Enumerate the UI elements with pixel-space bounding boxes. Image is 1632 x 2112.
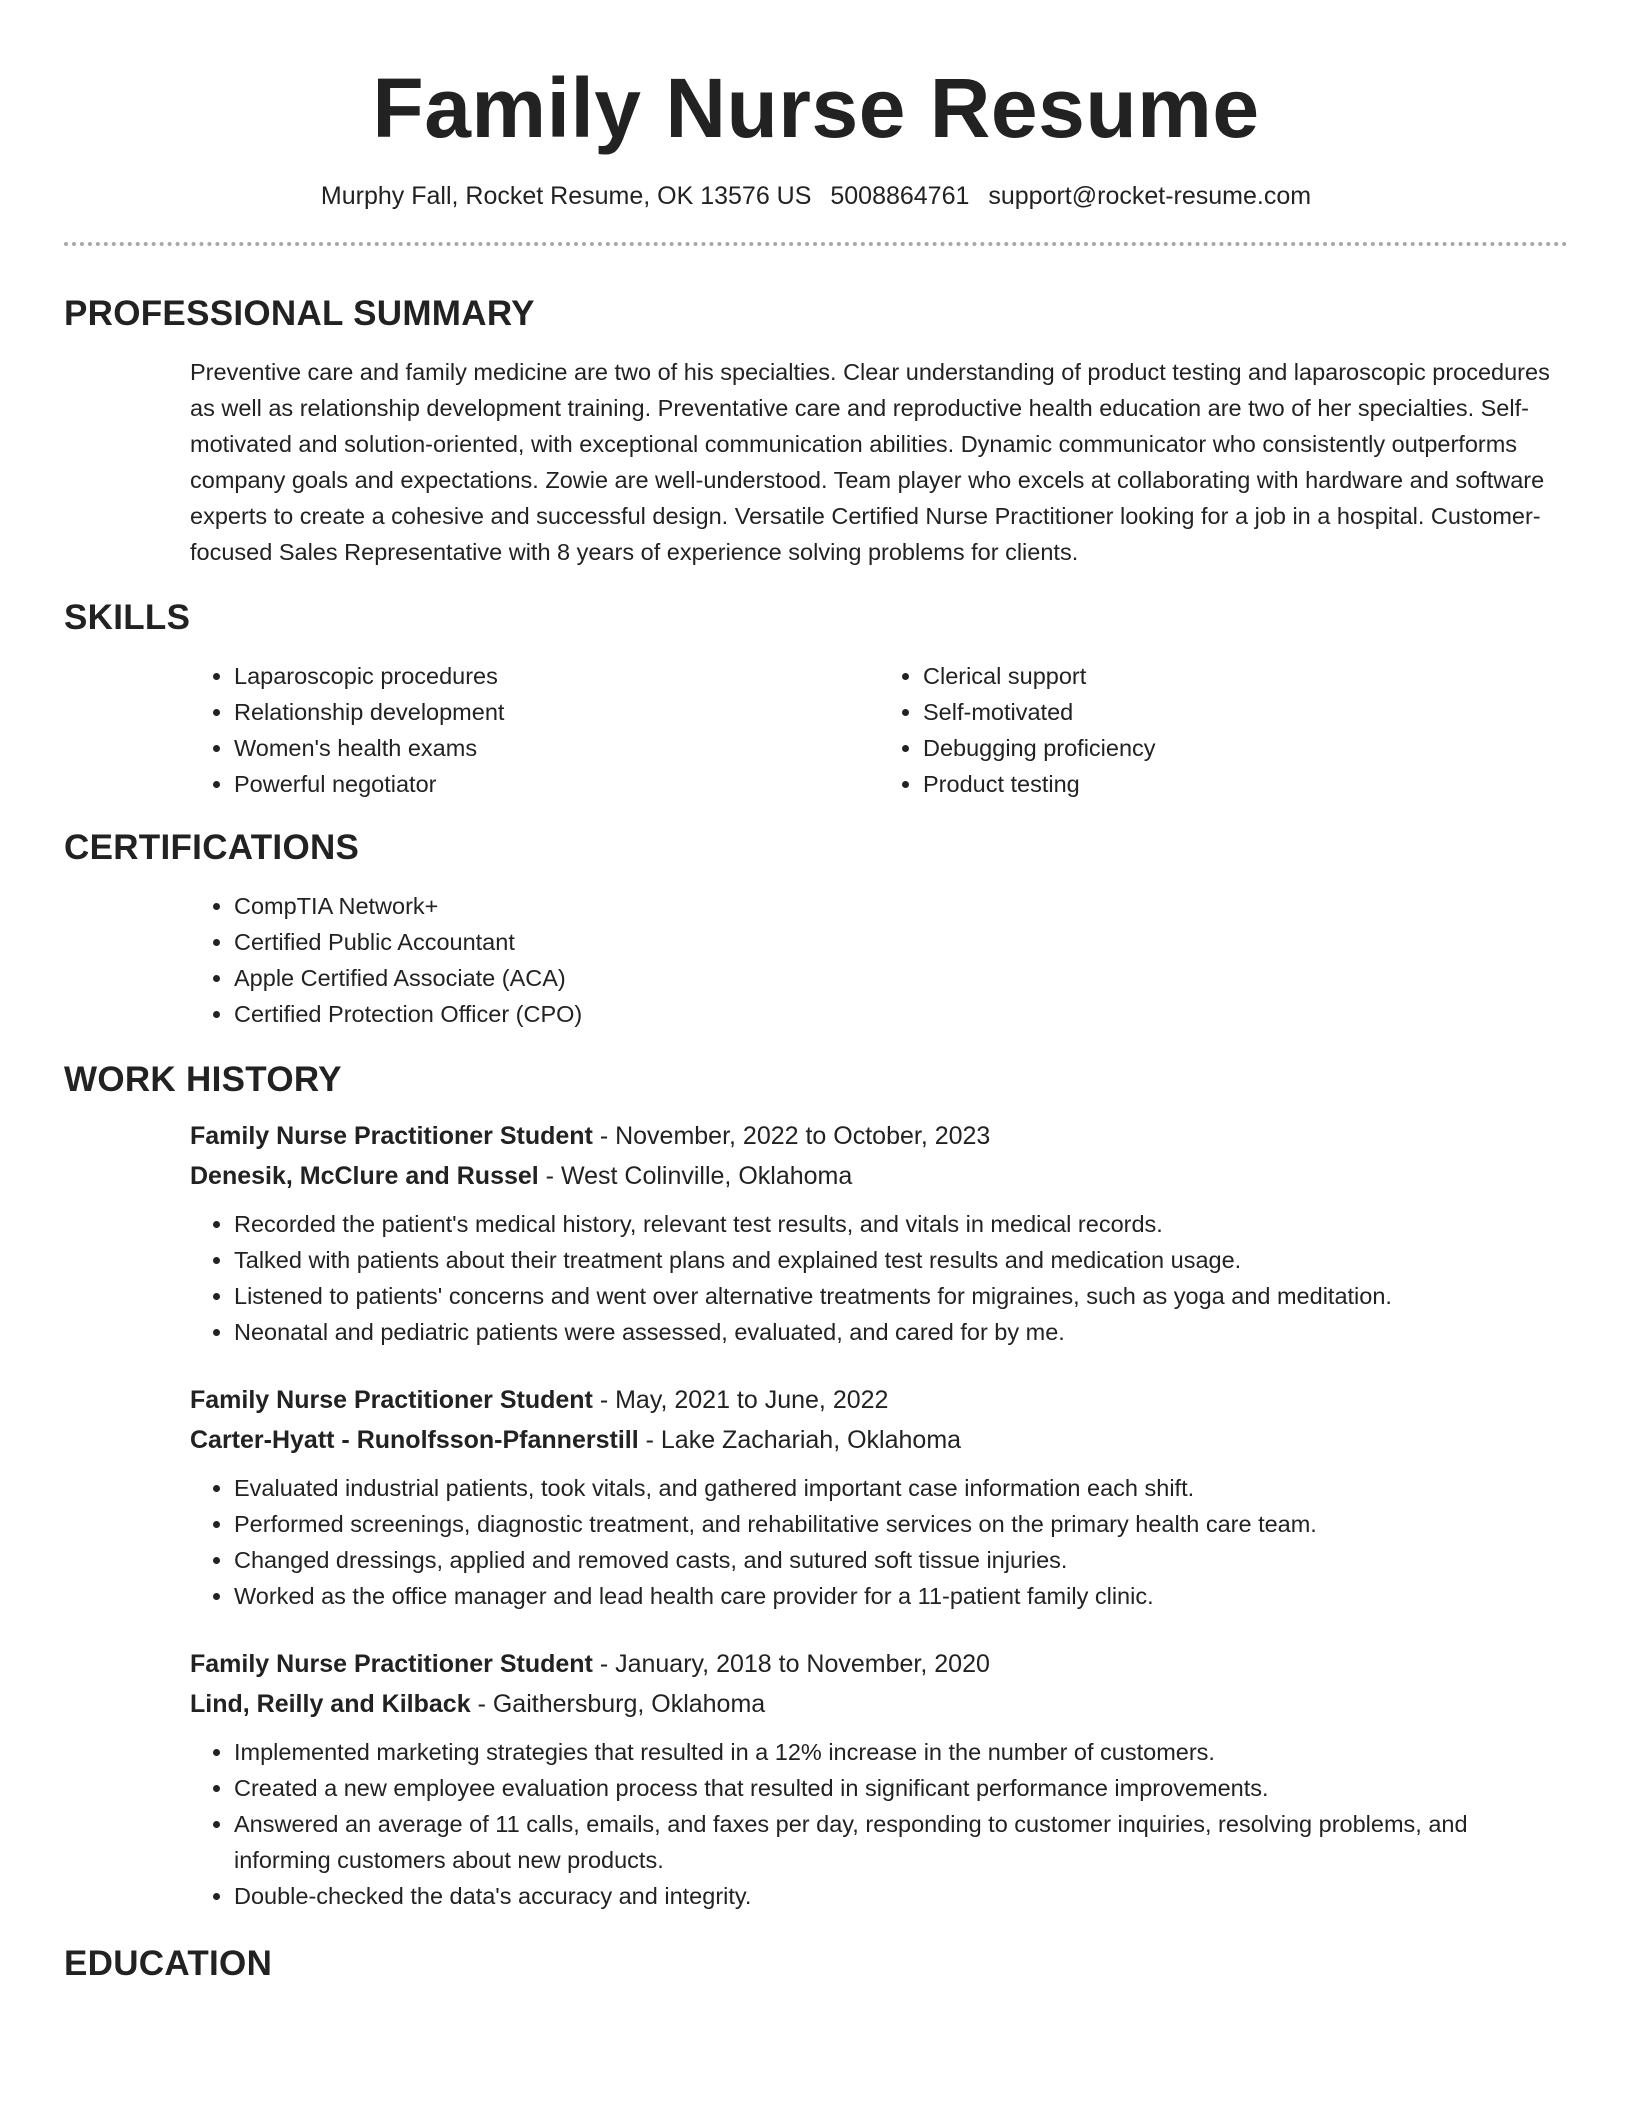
job-bullets (190, 1206, 1568, 1350)
contact-address: Murphy Fall, Rocket Resume, OK 13576 US (320, 182, 812, 210)
job-title: Family Nurse Practitioner Student (190, 1122, 593, 1150)
job-location: - Gaithersburg, Oklahoma (470, 1690, 766, 1718)
certifications-list (190, 888, 1568, 1032)
skill-item: • Laparoscopic procedures (234, 658, 879, 694)
header-divider (64, 242, 1568, 246)
skills-column-left (190, 658, 879, 802)
skill-item: • Relationship development (234, 694, 879, 730)
certification-item: • CompTIA Network+ (234, 888, 1568, 924)
skills-list (64, 658, 1568, 802)
job-bullet: • Performed screenings, diagnostic treatment, and rehabilitative services on the primary health care team. (234, 1506, 1568, 1542)
job-title-line (190, 1380, 1568, 1420)
education-heading: EDUCATION (64, 1944, 273, 1983)
job-bullet: • Talked with patients about their treatment plans and explained test results and medication usage. (234, 1242, 1568, 1278)
job-entry (64, 1116, 1568, 1350)
job-entry (64, 1380, 1568, 1614)
job-bullet: • Evaluated industrial patients, took vitals, and gathered important case information each shift. (234, 1470, 1568, 1506)
job-company: Carter-Hyatt - Runolfsson-Pfannerstill (190, 1426, 639, 1454)
job-bullet: • Changed dressings, applied and removed casts, and sutured soft tissue injuries. (234, 1542, 1568, 1578)
certification-item: • Certified Public Accountant (234, 924, 1568, 960)
job-dates: - January, 2018 to November, 2020 (592, 1650, 990, 1678)
certifications-heading: CERTIFICATIONS (64, 828, 360, 867)
skill-item: • Women's health exams (234, 730, 879, 766)
skills-column-right (879, 658, 1568, 802)
job-title-line (190, 1644, 1568, 1684)
job-bullets (190, 1470, 1568, 1614)
certification-item: • Certified Protection Officer (CPO) (234, 996, 1568, 1032)
skill-item: • Clerical support (923, 658, 1568, 694)
job-bullet: • Double-checked the data's accuracy and integrity. (234, 1878, 1568, 1914)
job-title-line (190, 1116, 1568, 1156)
job-location: - West Colinville, Oklahoma (538, 1162, 853, 1190)
summary-text: Preventive care and family medicine are two of his specialties. Clear understanding of product testing and laparoscopic procedures as well as relationship development training. Preventative care and reproductive health education are two of her specialties. Self-motivated and solution-oriented, with exceptional communication abilities. Dynamic communicator who consistently outperforms company goals and expectations. Zowie are well-understood. Team player who excels at collaborating with hardware and software experts to create a cohesive and successful design. Versatile Certified Nurse Practitioner looking for a job in a hospital. Customer-focused Sales Representative with 8 years of experience solving problems for clients. (190, 359, 1550, 565)
job-company-line (190, 1420, 1568, 1460)
job-company-line (190, 1156, 1568, 1196)
page-bottom-edge (0, 2072, 1632, 2112)
skill-item: • Self-motivated (923, 694, 1568, 730)
job-bullet: • Worked as the office manager and lead health care provider for a 11-patient family clinic. (234, 1578, 1568, 1614)
job-company: Denesik, McClure and Russel (190, 1162, 539, 1190)
skill-item: • Powerful negotiator (234, 766, 879, 802)
job-bullet: • Implemented marketing strategies that resulted in a 12% increase in the number of customers. (234, 1734, 1568, 1770)
skills-heading: SKILLS (64, 598, 191, 637)
job-dates: - November, 2022 to October, 2023 (592, 1122, 991, 1150)
skill-item: • Product testing (923, 766, 1568, 802)
contact-email: support@rocket-resume.com (988, 182, 1312, 210)
resume-title: Family Nurse Resume (372, 61, 1260, 155)
job-title: Family Nurse Practitioner Student (190, 1650, 593, 1678)
job-title: Family Nurse Practitioner Student (190, 1386, 593, 1414)
job-bullet: • Neonatal and pediatric patients were assessed, evaluated, and cared for by me. (234, 1314, 1568, 1350)
job-bullet: • Listened to patients' concerns and went over alternative treatments for migraines, such as yoga and meditation. (234, 1278, 1568, 1314)
contact-phone: 5008864761 (830, 182, 970, 210)
job-company-line (190, 1684, 1568, 1724)
contact-line (64, 180, 1568, 212)
job-bullets (190, 1734, 1568, 1914)
summary-heading: PROFESSIONAL SUMMARY (64, 294, 535, 333)
job-dates: - May, 2021 to June, 2022 (592, 1386, 889, 1414)
job-bullet: • Recorded the patient's medical history, relevant test results, and vitals in medical records. (234, 1206, 1568, 1242)
job-bullet: • Answered an average of 11 calls, emails, and faxes per day, responding to customer inquiries, resolving problems, and informing customers about new products. (234, 1806, 1568, 1878)
job-bullet: • Created a new employee evaluation process that resulted in significant performance improvements. (234, 1770, 1568, 1806)
job-entry (64, 1644, 1568, 1914)
job-location: - Lake Zachariah, Oklahoma (638, 1426, 962, 1454)
job-company: Lind, Reilly and Kilback (190, 1690, 471, 1718)
skill-item: • Debugging proficiency (923, 730, 1568, 766)
certification-item: • Apple Certified Associate (ACA) (234, 960, 1568, 996)
work-history-heading: WORK HISTORY (64, 1060, 342, 1099)
